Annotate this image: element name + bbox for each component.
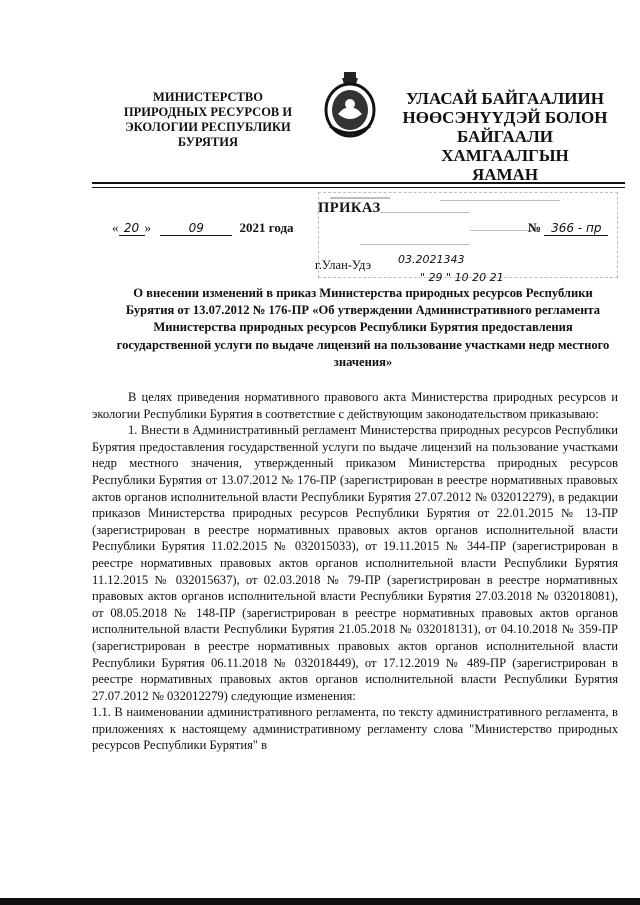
ministry-name-line: НӨӨСЭНҮҮДЭЙ БОЛОН (402, 108, 608, 127)
ministry-name-line: ЯАМАН (471, 165, 539, 184)
ministry-name-line: УЛАСАЙ БАЙГААЛИИН (406, 89, 604, 108)
order-year: 2021 года (239, 220, 294, 235)
scan-bottom-edge (0, 898, 640, 905)
intro-paragraph: В целях приведения нормативного правового акта Министерства природных ресурсов и экологии Республики Бурятия в соответствие с действующим законодательством приказываю: (92, 390, 618, 421)
order-day: 20 (119, 221, 145, 236)
header-divider-thin (92, 187, 625, 188)
document-type-title: ПРИКАЗ (318, 200, 381, 216)
number-sign: № (528, 220, 542, 235)
city-name: г.Улан-Удэ (315, 258, 372, 272)
item-1-paragraph: 1. Внести в Административный регламент Министерства природных ресурсов Республики Бурятия предоставления государственной услуги по выдаче лицензий на пользование участками недр местного значения, утвержденный приказом Министерства природных ресурсов Республики Бурятия от 13.07.2012 № 176-ПР (зарегистрирован в реестре нормативных правовых актов органов исполнительной власти Республики Бурятия 27.07.2012 № 032012279), в редакции приказов Министерства природных ресурсов Республики Бурятия от 22.01.2015 № 13-ПР (зарегистрирован в реестре нормативных правовых актов органов исполнительной власти Республики Бурятия 11.02.2015 № 032015033), от 19.11.2015 № 344-ПР (зарегистрирован в реестре нормативных правовых актов органов исполнительной власти Республики Бурятия 11.12.2015 № 032015637), от 02.03.2018 № 79-ПР (зарегистрирован в реестре нормативных правовых актов органов исполнительной власти Республики Бурятия 27.03.2018 № 032018081), от 08.05.2018 № 148-ПР (зарегистрирован в реестре нормативных правовых актов органов исполнительной власти Республики Бурятия 21.05.2018 № 032018131), от 04.10.2018 № 359-ПР (зарегистрирован в реестре нормативных правовых актов органов исполнительной власти Республики Бурятия 06.11.2018 № 032018449), от 17.12.2019 № 489-ПР (зарегистрирован в реестре нормативных правовых актов органов исполнительной власти Республики Бурятия 27.07.2012 № 032012279) следующие изменения: (92, 423, 618, 703)
order-subject: О внесении изменений в приказ Министерства природных ресурсов Республики Бурятия от 13.07.2012 № 176-ПР «Об утверждении Административного регламента Министерства природных ресурсов Республики Бурятия предоставления государственной услуги по выдаче лицензий на пользование участками недр местного значения» (116, 286, 610, 369)
scan-noise (360, 244, 470, 245)
ministry-name-line: ЭКОЛОГИИ РЕСПУБЛИКИ (125, 120, 291, 134)
order-number-value: 366 - пр (544, 221, 608, 236)
ministry-name-line: БУРЯТИЯ (177, 135, 239, 149)
date-quote-close: » (144, 220, 151, 235)
document-body (92, 389, 618, 754)
coat-of-arms-icon (322, 70, 378, 140)
order-date (112, 220, 294, 236)
ministry-name-line: ПРИРОДНЫХ РЕСУРСОВ И (123, 105, 293, 119)
ministry-name-buryat (395, 89, 615, 184)
scan-noise (380, 212, 470, 213)
order-month: 09 (160, 221, 232, 236)
order-number (528, 220, 608, 236)
ministry-name-line: МИНИСТЕРСТВО (153, 90, 263, 104)
date-quote-open: « (112, 220, 119, 235)
scan-noise (330, 197, 390, 199)
ministry-name-line: БАЙГААЛИ ХАМГААЛГЫН (441, 127, 569, 165)
ministry-name-russian (108, 90, 308, 150)
registration-number: 03.2021343 (398, 253, 465, 266)
header-divider-thick (92, 182, 625, 184)
registration-date: " 29 " 10 20 21 (420, 271, 504, 284)
scan-noise (440, 200, 560, 201)
item-1-1-paragraph: 1.1. В наименовании административного регламента, по тексту административного регламента, в приложениях к настоящему административному регламенту слова "Министерство природных ресурсов Республики Бурятия" в (92, 705, 618, 753)
